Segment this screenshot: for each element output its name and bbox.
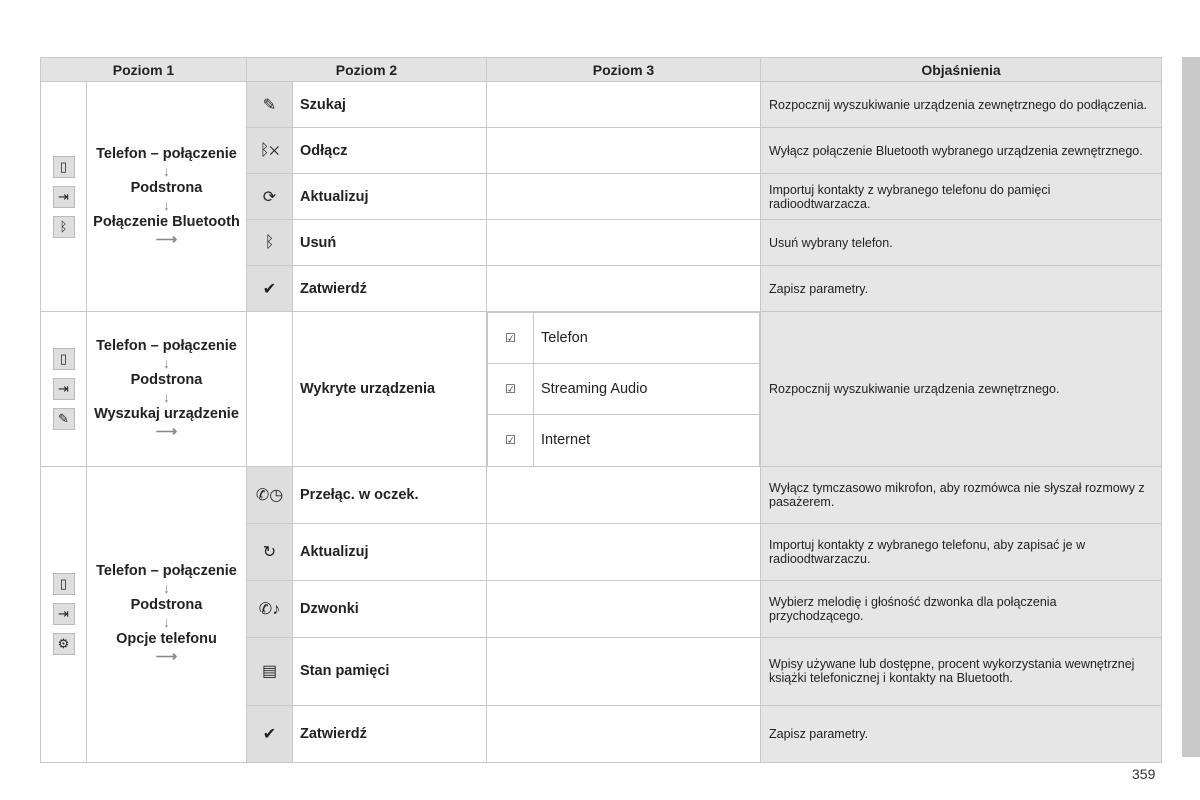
arrow-right-icon: ⟶: [155, 230, 178, 248]
disconnect-bluetooth-icon: ᛒ✕: [247, 128, 293, 174]
empty-cell: [487, 523, 761, 580]
option-explanation: Importuj kontakty z wybranego telefonu, aby zapisać je w radioodtwarzaczu.: [761, 523, 1162, 580]
header-explanation: Objaśnienia: [761, 58, 1162, 82]
empty-cell: [487, 637, 761, 705]
option-label: Aktualizuj: [293, 523, 487, 580]
option-label: Odłącz: [293, 128, 487, 174]
option-explanation: Rozpocznij wyszukiwanie urządzenia zewnętrznego.: [761, 312, 1162, 467]
arrow-down-icon: ↓: [163, 354, 170, 371]
section2-level1: [87, 312, 247, 467]
checkbox-icon[interactable]: ☑: [488, 415, 534, 466]
option-explanation: Usuń wybrany telefon.: [761, 220, 1162, 266]
option-explanation: Wybierz melodię i głośność dzwonka dla połączenia przychodzącego.: [761, 580, 1162, 637]
level1-item: Telefon – połączenie: [96, 563, 237, 579]
header-level3: Poziom 3: [487, 58, 761, 82]
empty-cell: [487, 128, 761, 174]
enter-icon: ⇥: [53, 603, 75, 625]
level1-item: Opcje telefonu: [116, 631, 217, 647]
level1-item: Podstrona: [130, 597, 203, 613]
arrow-right-icon: ⟶: [155, 422, 178, 440]
empty-cell: [487, 174, 761, 220]
call-hold-icon: ✆◷: [247, 466, 293, 523]
arrow-right-icon: ⟶: [155, 648, 178, 665]
option-label: Dzwonki: [293, 580, 487, 637]
option-label: Zatwierdź: [293, 266, 487, 312]
side-tab: [1182, 57, 1200, 757]
option-explanation: Wyłącz tymczasowo mikrofon, aby rozmówca nie słyszał rozmowy z pasażerem.: [761, 466, 1162, 523]
phone-book-icon: ▯: [53, 348, 75, 370]
table-row: [41, 312, 1162, 467]
checkmark-icon: ✔: [247, 266, 293, 312]
list-item[interactable]: [488, 313, 760, 364]
table-row: [41, 466, 1162, 523]
header-level1: Poziom 1: [41, 58, 247, 82]
option-explanation: Wyłącz połączenie Bluetooth wybranego urządzenia zewnętrznego.: [761, 128, 1162, 174]
level3-label: Internet: [534, 415, 760, 466]
arrow-down-icon: ↓: [163, 580, 170, 596]
option-label: Przełąc. w oczek.: [293, 466, 487, 523]
section3-level1: [87, 466, 247, 762]
level1-item: Podstrona: [130, 371, 203, 388]
header-row: [41, 58, 1162, 82]
option-label: Wykryte urządzenia: [293, 312, 487, 467]
option-explanation: Zapisz parametry.: [761, 705, 1162, 762]
search-bluetooth-icon: ✎: [247, 82, 293, 128]
section1-level1: [87, 82, 247, 312]
header-level2: Poziom 2: [247, 58, 487, 82]
phone-book-icon: ▯: [53, 156, 75, 178]
level1-item: Połączenie Bluetooth: [93, 213, 240, 230]
level3-cell: [487, 312, 761, 467]
enter-icon: ⇥: [53, 186, 75, 208]
checkbox-icon[interactable]: ☑: [488, 313, 534, 364]
arrow-down-icon: ↓: [163, 614, 170, 630]
empty-cell: [487, 266, 761, 312]
empty-cell: [487, 466, 761, 523]
arrow-down-icon: ↓: [163, 196, 170, 213]
level1-item: Podstrona: [130, 179, 203, 196]
checkmark-icon: ✔: [247, 705, 293, 762]
option-explanation: Zapisz parametry.: [761, 266, 1162, 312]
section2-icons: [41, 312, 87, 467]
option-label: Zatwierdź: [293, 705, 487, 762]
table-row: [41, 82, 1162, 128]
option-explanation: Importuj kontakty z wybranego telefonu do pamięci radioodtwarzacza.: [761, 174, 1162, 220]
empty-icon-cell: [247, 312, 293, 467]
empty-cell: [487, 220, 761, 266]
search-bluetooth-icon: ✎: [53, 408, 75, 430]
empty-cell: [487, 580, 761, 637]
bluetooth-icon: ᛒ: [53, 216, 75, 238]
checkbox-icon[interactable]: ☑: [488, 364, 534, 415]
page-number: 359: [1132, 766, 1156, 782]
phone-book-icon: ▯: [53, 573, 75, 595]
option-label: Aktualizuj: [293, 174, 487, 220]
menu-table: [40, 57, 1162, 763]
phone-settings-icon: ⚙: [53, 633, 75, 655]
list-item[interactable]: [488, 415, 760, 466]
section1-icons: [41, 82, 87, 312]
list-item[interactable]: [488, 364, 760, 415]
level1-item: Wyszukaj urządzenie: [94, 405, 239, 422]
option-label: Stan pamięci: [293, 637, 487, 705]
level3-label: Telefon: [534, 313, 760, 364]
arrow-down-icon: ↓: [163, 162, 170, 179]
option-label: Szukaj: [293, 82, 487, 128]
memory-icon: ▤: [247, 637, 293, 705]
empty-cell: [487, 705, 761, 762]
empty-cell: [487, 82, 761, 128]
delete-bluetooth-icon: ᛒ: [247, 220, 293, 266]
option-label: Usuń: [293, 220, 487, 266]
level1-item: Telefon – połączenie: [96, 145, 237, 162]
enter-icon: ⇥: [53, 378, 75, 400]
option-explanation: Rozpocznij wyszukiwanie urządzenia zewnętrznego do podłączenia.: [761, 82, 1162, 128]
option-explanation: Wpisy używane lub dostępne, procent wykorzystania wewnętrznej książki telefonicznej i kontakty na Bluetooth.: [761, 637, 1162, 705]
refresh-icon: ↻: [247, 523, 293, 580]
section3-icons: [41, 466, 87, 762]
level3-list: [487, 312, 760, 466]
arrow-down-icon: ↓: [163, 388, 170, 405]
level1-item: Telefon – połączenie: [96, 337, 237, 354]
level3-label: Streaming Audio: [534, 364, 760, 415]
update-contacts-icon: ⟳: [247, 174, 293, 220]
ringtone-icon: ✆♪: [247, 580, 293, 637]
